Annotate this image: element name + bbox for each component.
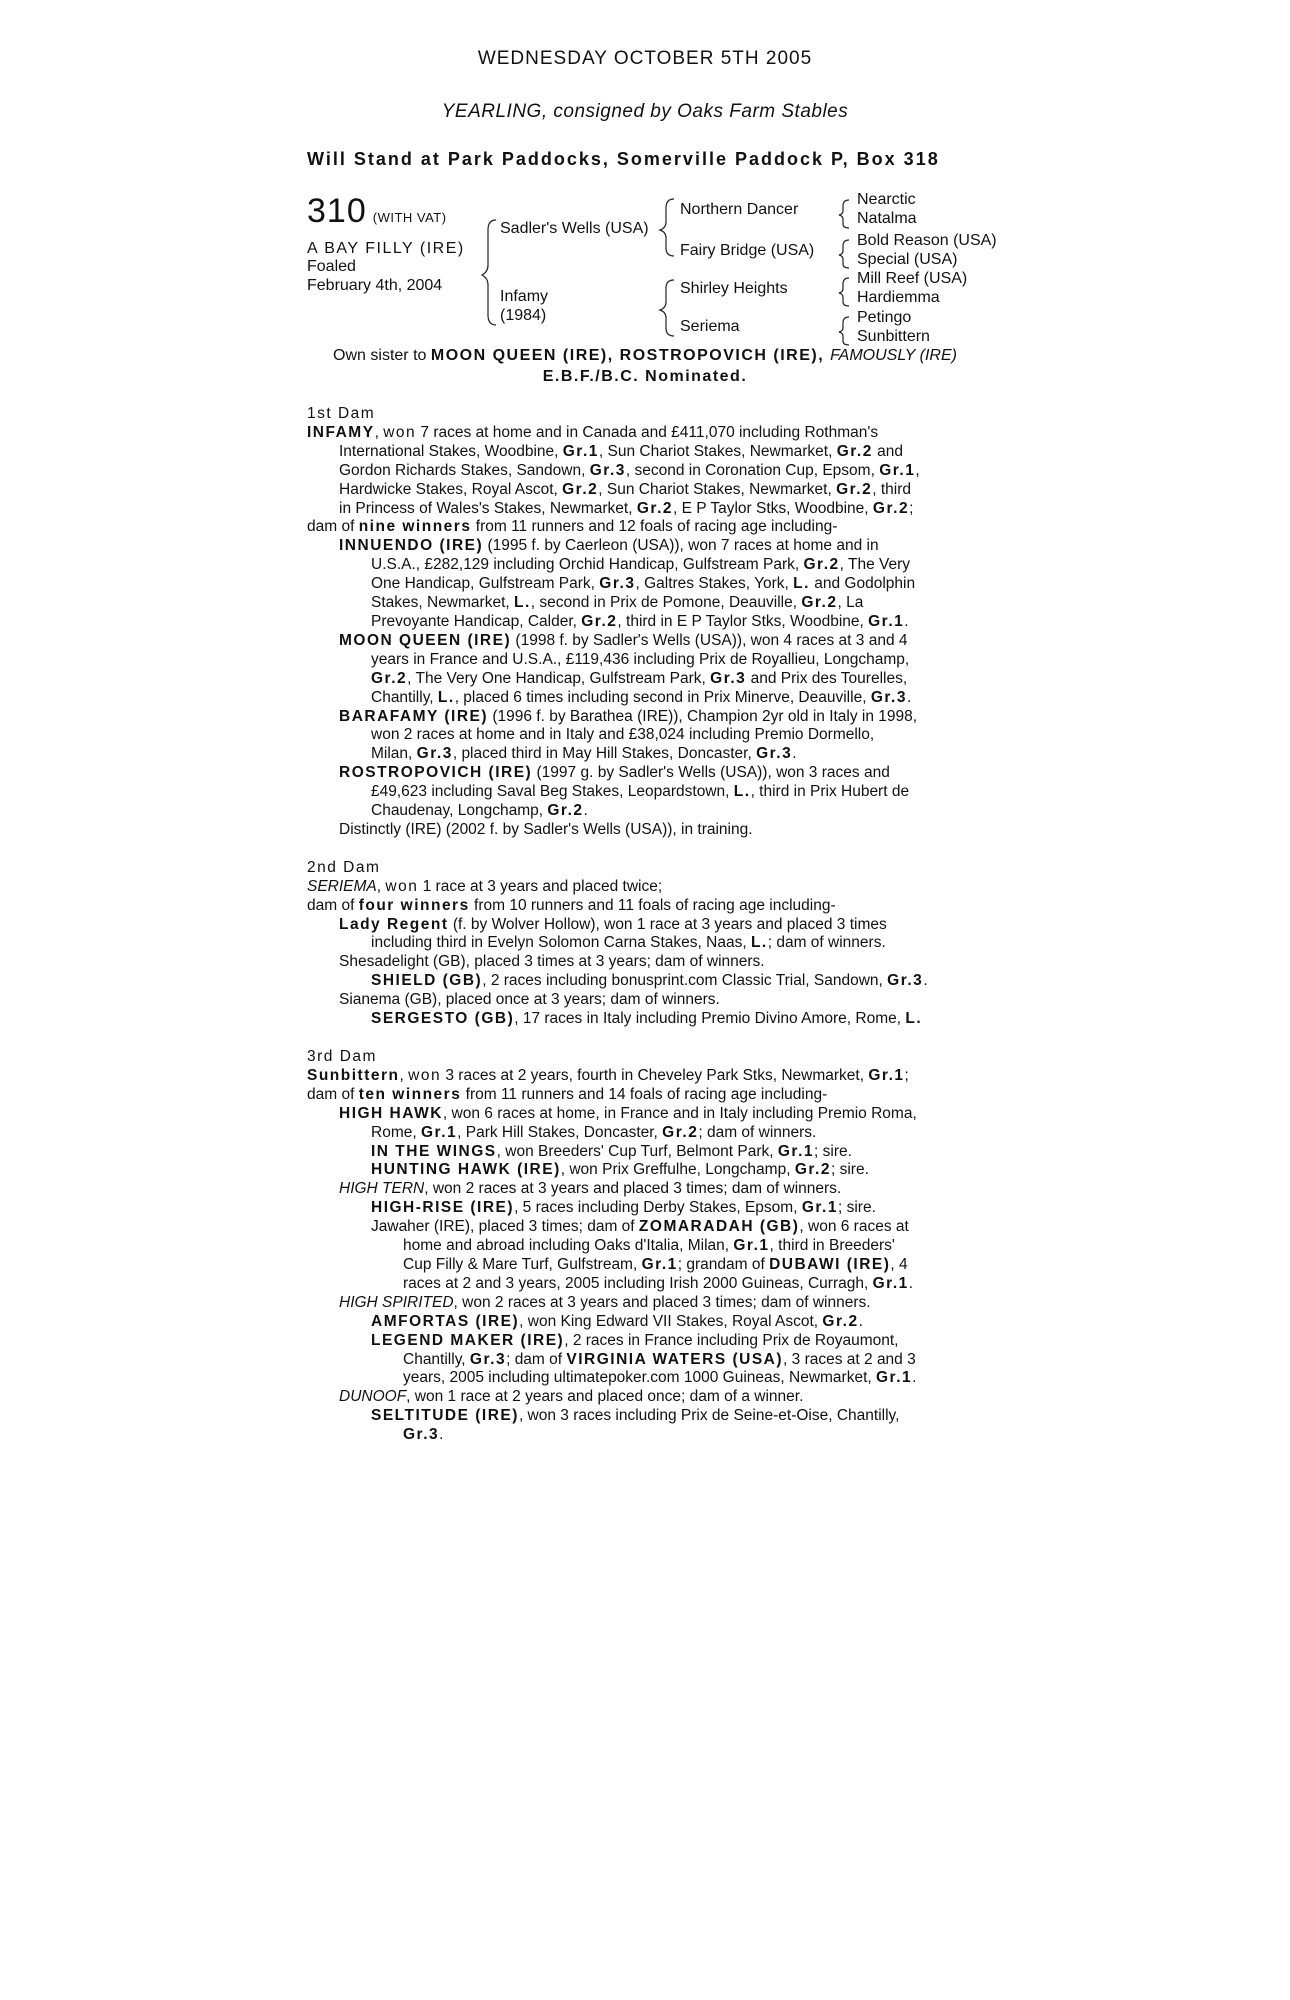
record-text: and (872, 442, 904, 460)
record-text: . (792, 745, 797, 763)
record-text: Gr.3 (599, 575, 636, 593)
record-text: L. (905, 1010, 923, 1028)
record-text: years in France and U.S.A., £119,436 including Prix de Royallieu, Longchamp, (371, 650, 910, 668)
record-text: , placed 6 times including second in Prix Minerve, Deauville, (454, 688, 871, 706)
record-line (307, 1143, 1027, 1162)
second-dam-heading: 2nd Dam (307, 858, 381, 876)
record-text: , The Very One Handicap, Gulfstream Park, (407, 669, 711, 687)
pedigree-dam-year: (1984) (500, 307, 547, 324)
record-text: Gr.1 (562, 442, 599, 460)
record-line (307, 1237, 1027, 1256)
record-text: LEGEND MAKER (IRE) (371, 1331, 565, 1349)
record-line (307, 726, 1027, 745)
record-text: Gr.3 (403, 1426, 440, 1444)
record-text: won (383, 423, 417, 441)
pedigree-g3-8: Sunbittern (857, 328, 930, 345)
record-text: , won 1 race at 2 years and placed once; dam of a winner. (406, 1388, 804, 1406)
record-text: (1998 f. by Sadler's Wells (USA)), won 4 races at 3 and 4 (511, 631, 908, 649)
record-text: , Sun Chariot Stakes, Newmarket, (598, 442, 837, 460)
record-text: Gr.3 (710, 669, 747, 687)
record-text: , 3 races at 2 and 3 (783, 1350, 916, 1368)
pedigree-g3-3: Bold Reason (USA) (857, 232, 997, 249)
record-text: Gr.1 (868, 612, 905, 630)
pedigree-dam: Infamy (500, 288, 549, 305)
record-text: Cup Filly & Mare Turf, Gulfstream, (403, 1255, 642, 1273)
record-text: Jawaher (IRE), placed 3 times; dam of (371, 1218, 639, 1236)
record-text: INNUENDO (IRE) (339, 537, 484, 555)
record-line (307, 443, 1027, 462)
record-text: ten winners (358, 1085, 462, 1103)
record-text: International Stakes, Woodbine, (339, 442, 563, 460)
record-text: VIRGINIA WATERS (USA) (566, 1350, 784, 1368)
pedigree-g3-1: Nearctic (857, 191, 916, 208)
record-line (307, 1275, 1027, 1294)
record-text: and Godolphin (809, 575, 916, 593)
record-text: Gr.1 (872, 1274, 909, 1292)
record-text: won (385, 877, 419, 895)
record-text: Chantilly, (403, 1350, 470, 1368)
record-line (307, 500, 1027, 519)
record-text: , 5 races including Derby Stakes, Epsom, (514, 1199, 802, 1217)
record-text: years, 2005 including ultimatepoker.com 1000 Guineas, Newmarket, (403, 1369, 876, 1387)
record-line (307, 1294, 1027, 1313)
record-text: Gr.2 (822, 1312, 859, 1330)
record-text: Gr.2 (371, 669, 408, 687)
record-text: , 17 races in Italy including Premio Divino Amore, Rome, (514, 1010, 906, 1028)
record-line (307, 1161, 1027, 1180)
pedigree-g3-4: Special (USA) (857, 251, 958, 268)
second-dam-record (307, 878, 1027, 1029)
record-line (307, 708, 1027, 727)
record-text: £49,623 including Saval Beg Stakes, Leopardstown, (371, 783, 734, 801)
record-text: . (923, 972, 928, 990)
record-text: , won 6 races at home, in France and in Italy including Premio Roma, (442, 1104, 917, 1122)
consignment-line: YEARLING, consigned by Oaks Farm Stables (441, 101, 849, 122)
record-text: , E P Taylor Stks, Woodbine, (673, 499, 873, 517)
record-text: including third in Evelyn Solomon Carna Stakes, Naas, (371, 934, 751, 952)
record-text: Gr.2 (581, 612, 618, 630)
record-text: Sianema (GB), placed once at 3 years; dam of winners. (339, 991, 720, 1009)
record-text: from 10 runners and 11 foals of racing age including- (469, 896, 836, 914)
lot-number-block (307, 192, 447, 231)
record-line (307, 518, 1027, 537)
record-line (307, 1218, 1027, 1237)
record-text: Gr.3 (416, 745, 453, 763)
record-text: Gr.2 (636, 499, 674, 517)
pedigree-dam-dam: Seriema (680, 318, 740, 335)
record-text: Gr.3 (756, 745, 793, 763)
record-line (307, 1332, 1027, 1351)
record-text: won 2 races at home and in Italy and £38,024 including Premio Dormello, (371, 726, 875, 744)
record-text: 1 race at 3 years and placed twice; (418, 877, 663, 895)
record-text: , (376, 877, 386, 895)
record-text: Gr.1 (868, 1066, 905, 1084)
record-text: Hardwicke Stakes, Royal Ascot, (339, 480, 563, 498)
record-text: DUNOOF (339, 1388, 407, 1406)
record-text: Gr.2 (547, 802, 584, 820)
record-line (307, 1313, 1027, 1332)
record-text: INFAMY (307, 423, 375, 441)
record-text: 3 races at 2 years, fourth in Cheveley Park Stks, Newmarket, (441, 1066, 869, 1084)
record-line (307, 651, 1027, 670)
record-line (307, 670, 1027, 689)
record-text: (1995 f. by Caerleon (USA)), won 7 races at home and in (483, 537, 879, 555)
record-text: , won Breeders' Cup Turf, Belmont Park, (496, 1142, 778, 1160)
record-text: Gr.2 (562, 480, 599, 498)
record-text: Gr.2 (803, 556, 840, 574)
record-text: . (583, 802, 588, 820)
record-line (307, 1426, 1027, 1445)
record-line (307, 972, 1027, 991)
pedigree-g3-7: Petingo (857, 309, 912, 326)
record-text: ZOMARADAH (GB) (638, 1218, 800, 1236)
record-line (307, 1010, 1027, 1029)
record-text: , second in Prix de Pomone, Deauville, (530, 594, 802, 612)
record-text: , won 2 races at 3 years and placed 3 times; dam of winners. (424, 1180, 842, 1198)
record-text: from 11 runners and 14 foals of racing age including- (461, 1085, 828, 1103)
record-text: , La (837, 594, 864, 612)
record-text: . (904, 612, 909, 630)
record-line (307, 1388, 1027, 1407)
record-text: ; dam of winners. (698, 1123, 817, 1141)
record-text: . (912, 1369, 917, 1387)
stand-location: Will Stand at Park Paddocks, Somerville Paddock P, Box 318 (307, 149, 940, 169)
record-text: Gr.3 (870, 688, 907, 706)
record-text: . (858, 1312, 863, 1330)
record-text: dam of (307, 896, 359, 914)
record-text: Chantilly, (371, 688, 438, 706)
record-line (307, 1124, 1027, 1143)
record-line (307, 783, 1027, 802)
first-dam-record (307, 424, 1027, 840)
record-line (307, 594, 1027, 613)
foaled-label: Foaled (307, 258, 356, 275)
record-text: , Sun Chariot Stakes, Newmarket, (598, 480, 837, 498)
record-text: Gr.1 (733, 1237, 770, 1255)
record-text: in Princess of Wales's Stakes, Newmarket, (339, 499, 637, 517)
record-line (307, 462, 1027, 481)
record-text: Lady Regent (339, 915, 449, 933)
nomination-note: E.B.F./B.C. Nominated. (542, 368, 748, 385)
record-text: Gr.3 (469, 1350, 507, 1368)
pedigree-g3-6: Hardiemma (857, 289, 940, 306)
record-text: , won Prix Greffulhe, Longchamp, (560, 1161, 795, 1179)
record-text: Gr.2 (801, 594, 838, 612)
record-text: Gordon Richards Stakes, Sandown, (339, 461, 590, 479)
record-text: ; grandam of (677, 1255, 770, 1273)
record-text: Gr.2 (836, 442, 873, 460)
record-text: , (399, 1066, 409, 1084)
record-line (307, 1407, 1027, 1426)
record-text: dam of (307, 1085, 359, 1103)
own-sister-line: Own sister to MOON QUEEN (IRE), ROSTROPOVICH (IRE), FAMOUSLY (IRE) (333, 347, 957, 364)
record-text: ; sire. (814, 1142, 852, 1160)
record-text: , 4 (890, 1255, 908, 1273)
record-text: Gr.1 (876, 1369, 913, 1387)
first-dam-heading: 1st Dam (307, 405, 376, 422)
record-line (307, 897, 1027, 916)
record-text: DUBAWI (IRE) (769, 1255, 891, 1273)
record-text: HUNTING HAWK (IRE) (371, 1161, 561, 1179)
record-text: Gr.1 (420, 1123, 458, 1141)
record-text: ; sire. (837, 1199, 876, 1217)
record-line (307, 1351, 1027, 1370)
record-line (307, 991, 1027, 1010)
record-line (307, 613, 1027, 632)
record-text: Milan, (371, 745, 417, 763)
record-text: , won 6 races at (799, 1218, 909, 1236)
record-text: L. (437, 688, 455, 706)
record-text: won (408, 1066, 442, 1084)
record-text: SERIEMA (307, 877, 377, 895)
record-text: U.S.A., £282,129 including Orchid Handicap, Gulfstream Park, (371, 556, 804, 574)
record-text: L. (733, 783, 751, 801)
record-line (307, 1369, 1027, 1388)
record-line (307, 1086, 1027, 1105)
record-text: , 2 races including bonusprint.com Classic Trial, Sandown, (482, 972, 888, 990)
record-text: , third (872, 480, 911, 498)
record-text: AMFORTAS (IRE) (371, 1312, 520, 1330)
record-text: ; (909, 499, 914, 517)
record-text: Gr.1 (777, 1142, 815, 1160)
record-text: , Park Hill Stakes, Doncaster, (457, 1123, 663, 1141)
record-text: Sunbittern (307, 1066, 400, 1084)
record-text: home and abroad including Oaks d'Italia, Milan, (403, 1237, 734, 1255)
horse-description: A BAY FILLY (IRE) (307, 240, 465, 257)
record-text: Gr.2 (872, 499, 910, 517)
record-text: HIGH SPIRITED (339, 1293, 454, 1311)
record-line (307, 934, 1027, 953)
record-text: ; (904, 1066, 909, 1084)
record-text: . (439, 1426, 444, 1444)
record-line (307, 575, 1027, 594)
pedigree-g3-2: Natalma (857, 210, 917, 227)
record-text: ; sire. (830, 1161, 869, 1179)
record-text: Distinctly (IRE) (2002 f. by Sadler's Wells (USA)), in training. (339, 820, 753, 838)
record-text: Gr.1 (879, 461, 916, 479)
record-text: SELTITUDE (IRE) (371, 1407, 519, 1425)
record-text: , won 3 races including Prix de Seine-et-Oise, Chantilly, (518, 1407, 900, 1425)
record-text: , third in Breeders' (769, 1237, 895, 1255)
record-text: BARAFAMY (IRE) (339, 707, 489, 725)
record-line (307, 745, 1027, 764)
record-text: One Handicap, Gulfstream Park, (371, 575, 600, 593)
record-text: Gr.2 (794, 1161, 831, 1179)
record-text: ; dam of (506, 1350, 567, 1368)
record-text: , third in Prix Hubert de (750, 783, 910, 801)
record-line (307, 878, 1027, 897)
record-text: 7 races at home and in Canada and £411,070 including Rothman's (416, 423, 879, 441)
record-line (307, 1180, 1027, 1199)
record-text: . (906, 688, 912, 706)
record-text: (1997 g. by Sadler's Wells (USA)), won 3 races and (532, 764, 890, 782)
pedigree-sire-dam: Fairy Bridge (USA) (680, 242, 815, 259)
record-text: Prevoyante Handicap, Calder, (371, 612, 582, 630)
record-line (307, 802, 1027, 821)
record-text: ; dam of winners. (767, 934, 886, 952)
record-text: , (374, 423, 384, 441)
record-line (307, 556, 1027, 575)
record-text: MOON QUEEN (IRE) (339, 631, 512, 649)
pedigree-g3-5: Mill Reef (USA) (857, 270, 968, 287)
record-text: Chaudenay, Longchamp, (371, 802, 548, 820)
vat-note: (WITH VAT) (372, 210, 447, 225)
record-line (307, 632, 1027, 651)
pedigree-sire: Sadler's Wells (USA) (500, 220, 649, 237)
record-text: Gr.3 (589, 461, 626, 479)
record-line (307, 916, 1027, 935)
produce-record (307, 405, 1027, 1445)
record-text: Rome, (371, 1123, 421, 1141)
record-text: SHIELD (GB) (371, 972, 483, 990)
record-text: (1996 f. by Barathea (IRE)), Champion 2yr old in Italy in 1998, (488, 707, 918, 725)
pedigree-dam-sire: Shirley Heights (680, 280, 788, 297)
record-text: races at 2 and 3 years, 2005 including Irish 2000 Guineas, Curragh, (403, 1274, 873, 1292)
record-line (307, 537, 1027, 556)
record-text: , The Very (839, 556, 911, 574)
record-text: Gr.2 (836, 480, 873, 498)
record-text: L. (514, 594, 531, 612)
record-text: , Galtres Stakes, York, (635, 575, 794, 593)
record-line (307, 1105, 1027, 1124)
record-line (307, 953, 1027, 972)
record-text: . (908, 1274, 914, 1292)
record-text: four winners (358, 896, 470, 914)
record-text: HIGH TERN (339, 1180, 425, 1198)
record-line (307, 1199, 1027, 1218)
record-text: and Prix des Tourelles, (746, 669, 908, 687)
record-text: Gr.1 (801, 1199, 838, 1217)
foaled-date: February 4th, 2004 (307, 277, 443, 294)
record-text: Gr.1 (641, 1255, 678, 1273)
record-line (307, 1067, 1027, 1086)
record-text: L. (750, 934, 768, 952)
lot-number: 310 (307, 192, 367, 230)
third-dam-heading: 3rd Dam (307, 1048, 377, 1065)
record-text: , placed third in May Hill Stakes, Doncaster, (452, 745, 757, 763)
record-text: Gr.3 (887, 972, 924, 990)
record-text: , (915, 461, 920, 479)
record-text: , won 2 races at 3 years and placed 3 times; dam of winners. (453, 1293, 871, 1311)
record-text: L. (793, 575, 810, 593)
record-text: dam of (307, 518, 359, 536)
sale-date: WEDNESDAY OCTOBER 5TH 2005 (477, 48, 813, 69)
record-text: nine winners (358, 518, 472, 536)
record-text: Gr.2 (662, 1123, 699, 1141)
record-line (307, 764, 1027, 783)
pedigree-sire-sire: Northern Dancer (680, 201, 799, 218)
record-line (307, 689, 1027, 708)
record-text: Shesadelight (GB), placed 3 times at 3 years; dam of winners. (339, 953, 765, 971)
record-text: Stakes, Newmarket, (371, 594, 514, 612)
record-line (307, 1256, 1027, 1275)
record-text: ROSTROPOVICH (IRE) (339, 764, 533, 782)
record-text: SERGESTO (GB) (371, 1010, 515, 1028)
record-text: HIGH-RISE (IRE) (371, 1199, 515, 1217)
record-text: IN THE WINGS (371, 1142, 497, 1160)
record-line (307, 821, 1027, 840)
third-dam-record (307, 1067, 1027, 1445)
record-text: (f. by Wolver Hollow), won 1 race at 3 years and placed 3 times (448, 915, 887, 933)
record-text: from 11 runners and 12 foals of racing age including- (471, 518, 838, 536)
record-line (307, 481, 1027, 500)
record-text: , third in E P Taylor Stks, Woodbine, (617, 612, 869, 630)
record-line (307, 424, 1027, 443)
record-text: HIGH HAWK (339, 1104, 443, 1122)
record-text: , won King Edward VII Stakes, Royal Ascot, (519, 1312, 823, 1330)
record-text: , second in Coronation Cup, Epsom, (625, 461, 880, 479)
record-text: , 2 races in France including Prix de Royaumont, (564, 1331, 899, 1349)
